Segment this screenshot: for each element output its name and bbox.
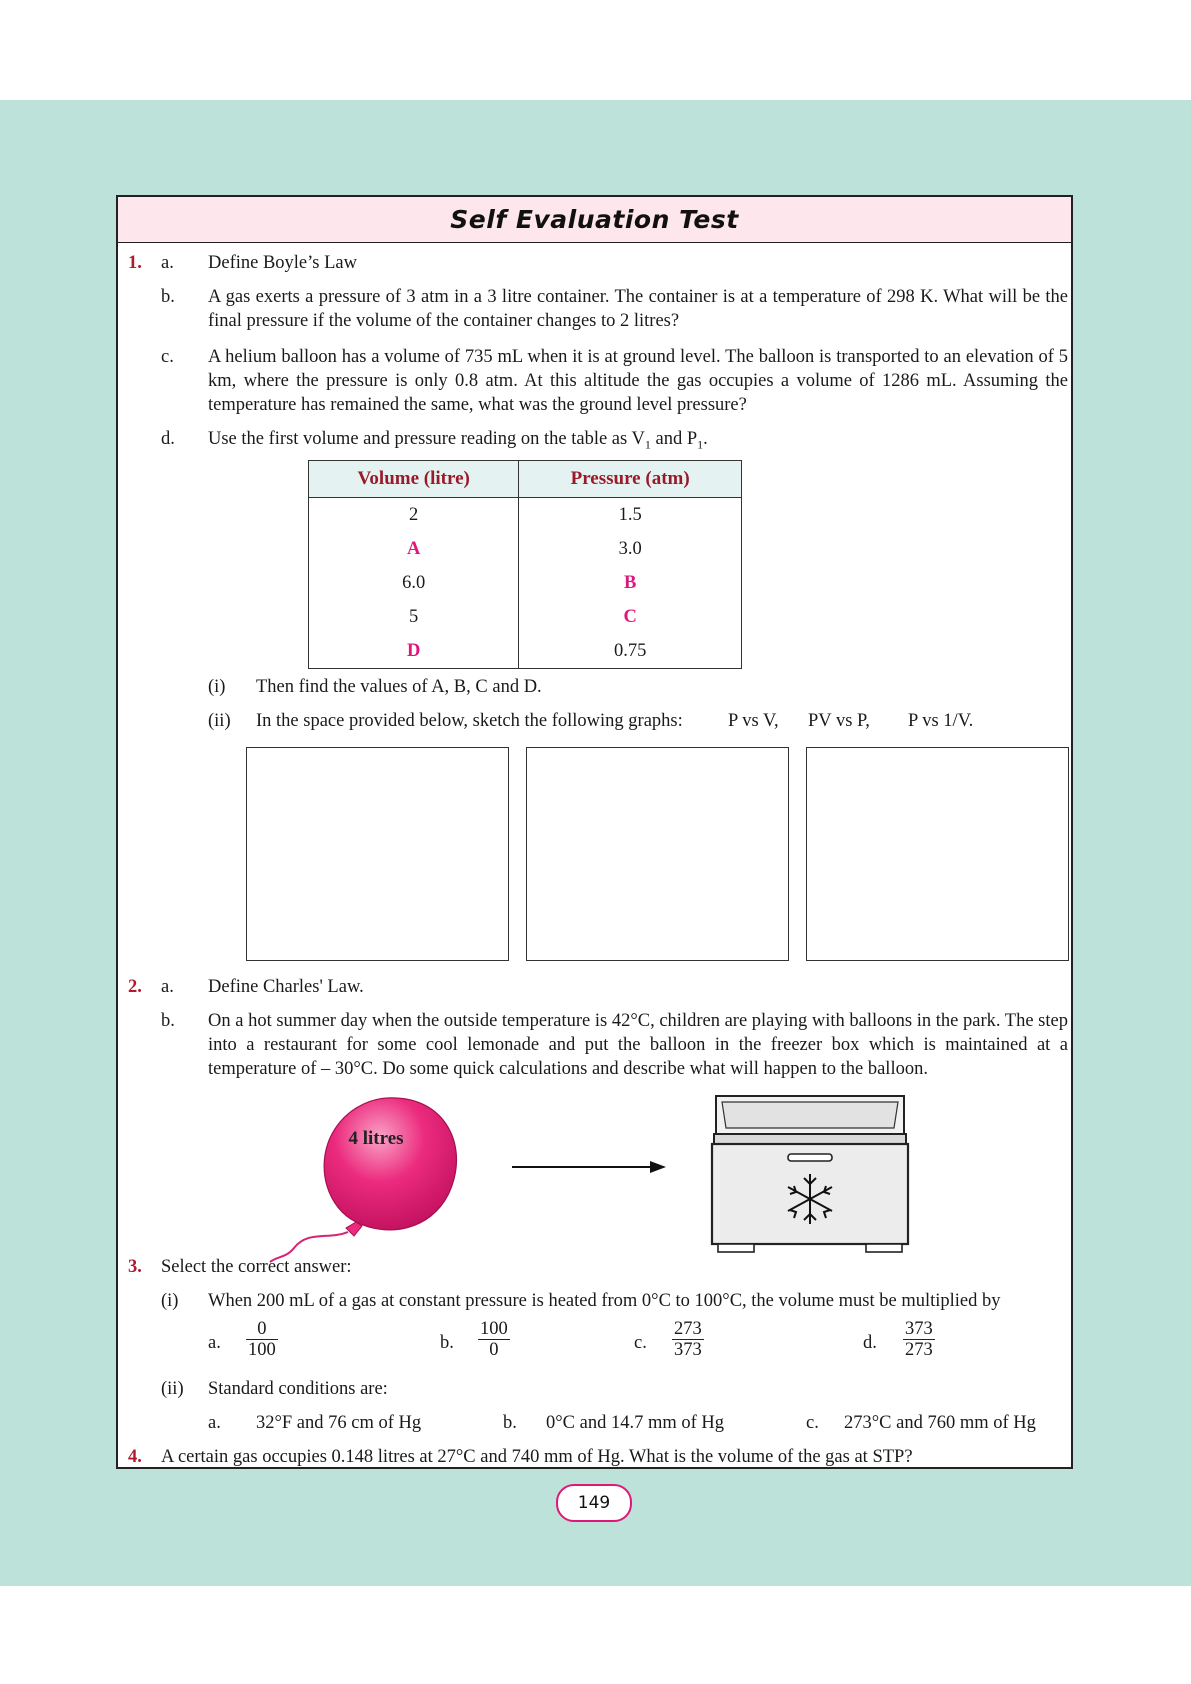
q3-i-text: When 200 mL of a gas at constant pressure is heated from 0°C to 100°C, the volume must be multiplied by	[208, 1291, 1001, 1311]
table-cell: 3.0	[519, 532, 742, 566]
q1b-text: A gas exerts a pressure of 3 atm in a 3 litre container. The container is at a temperature of 298 K. What will be the final pressure if the volume of the container changes to 2 litres?	[208, 287, 1068, 331]
q1b-label: b.	[161, 287, 175, 307]
denominator: 373	[674, 1340, 702, 1360]
numerator: 100	[480, 1319, 508, 1339]
graph-label-pv-vs-p: PV vs P,	[808, 711, 870, 731]
balloon-volume-label: 4 litres	[348, 1128, 404, 1149]
graph-label-p-vs-v: P vs V,	[728, 711, 779, 731]
q3-ii-label: (ii)	[161, 1379, 184, 1399]
q1d-text: Use the first volume and pressure reading on the table as $V_1$ and $P_1$.	[208, 429, 708, 452]
denominator: 100	[248, 1340, 276, 1360]
table-cell-unknown: C	[519, 600, 742, 634]
table-header-row	[309, 461, 742, 498]
q3-i-option-d-label: d.	[863, 1333, 877, 1353]
arrow-icon	[510, 1157, 670, 1177]
numerator: 373	[905, 1319, 933, 1339]
q3-i-option-a-fraction[interactable]	[246, 1319, 278, 1360]
q3-ii-option-b-label: b.	[503, 1413, 517, 1433]
numerator: 273	[674, 1319, 702, 1339]
q1c-label: c.	[161, 347, 174, 367]
table-row	[309, 498, 742, 533]
q1c-text: A helium balloon has a volume of 735 mL when it is at ground level. The balloon is transported to an elevation of 5 km, where the pressure is only 0.8 atm. At this altitude the gas occupies a volume of 1286 mL. Assuming the temperature has remained the same, what was the ground level pressure?	[208, 347, 1068, 415]
q3-i-option-c-fraction[interactable]	[672, 1319, 704, 1360]
table-cell: 0.75	[519, 634, 742, 669]
question-4-number: 4.	[128, 1447, 142, 1467]
table-cell-unknown: D	[309, 634, 519, 669]
q3-i-option-d-fraction[interactable]	[903, 1319, 935, 1360]
q3-ii-text: Standard conditions are:	[208, 1379, 388, 1399]
page-number: 149	[556, 1484, 632, 1522]
question-1-number: 1.	[128, 253, 142, 273]
q3-ii-option-b-text[interactable]: 0°C and 14.7 mm of Hg	[546, 1413, 724, 1433]
q2b-text: On a hot summer day when the outside temperature is 42°C, children are playing with balloons in the park. The step into a restaurant for some cool lemonade and put the balloon in the freezer box which is maintained at a temperature of – 30°C. Do some quick calculations and describe what will happen to the balloon.	[208, 1011, 1068, 1079]
q1-ii-text: In the space provided below, sketch the following graphs:	[256, 711, 683, 731]
table-row	[309, 634, 742, 669]
table-cell: 2	[309, 498, 519, 533]
q3-ii-option-c-text[interactable]: 273°C and 760 mm of Hg	[844, 1413, 1036, 1433]
q1-i-text: Then find the values of A, B, C and D.	[256, 677, 542, 697]
q3-text: Select the correct answer:	[161, 1257, 352, 1277]
q2a-label: a.	[161, 977, 174, 997]
volume-pressure-table	[308, 460, 742, 669]
table-cell: 6.0	[309, 566, 519, 600]
q3-i-label: (i)	[161, 1291, 179, 1311]
q1a-text: Define Boyle’s Law	[208, 253, 357, 273]
worksheet	[116, 195, 1073, 1469]
q2a-text: Define Charles' Law.	[208, 977, 364, 997]
freezer-illustration	[708, 1092, 913, 1262]
q3-i-option-b-label: b.	[440, 1333, 454, 1353]
denominator: 273	[905, 1340, 933, 1360]
graph-label-p-vs-inverse-v: P vs 1/V.	[908, 711, 974, 731]
table-row	[309, 600, 742, 634]
q3-ii-option-c-label: c.	[806, 1413, 819, 1433]
table-row	[309, 566, 742, 600]
graph-box-p-vs-inverse-v[interactable]	[806, 747, 1069, 961]
q3-i-option-a-label: a.	[208, 1333, 221, 1353]
graph-box-pv-vs-p[interactable]	[526, 747, 789, 961]
numerator: 0	[246, 1319, 278, 1340]
column-header-pressure: Pressure (atm)	[519, 461, 742, 498]
balloon-illustration	[258, 1090, 468, 1270]
q2b-label: b.	[161, 1011, 175, 1031]
question-2-number: 2.	[128, 977, 142, 997]
graph-box-p-vs-v[interactable]	[246, 747, 509, 961]
denominator: 0	[489, 1340, 499, 1360]
q1-ii-label: (ii)	[208, 711, 231, 731]
question-3-number: 3.	[128, 1257, 142, 1277]
table-cell-unknown: B	[519, 566, 742, 600]
q4-text: A certain gas occupies 0.148 litres at 27°C and 740 mm of Hg. What is the volume of the gas at STP?	[161, 1447, 913, 1467]
q1d-label: d.	[161, 429, 175, 449]
table-cell: 5	[309, 600, 519, 634]
column-header-volume: Volume (litre)	[309, 461, 519, 498]
q3-ii-option-a-text[interactable]: 32°F and 76 cm of Hg	[256, 1413, 422, 1433]
q3-i-option-b-fraction[interactable]	[478, 1319, 510, 1360]
q3-i-option-c-label: c.	[634, 1333, 647, 1353]
title-bar	[118, 197, 1071, 243]
table-cell: 1.5	[519, 498, 742, 533]
q3-ii-option-a-label: a.	[208, 1413, 221, 1433]
table-row	[309, 532, 742, 566]
page-title: Self Evaluation Test	[450, 205, 739, 234]
table-cell-unknown: A	[309, 532, 519, 566]
q1a-label: a.	[161, 253, 174, 273]
q1-i-label: (i)	[208, 677, 226, 697]
